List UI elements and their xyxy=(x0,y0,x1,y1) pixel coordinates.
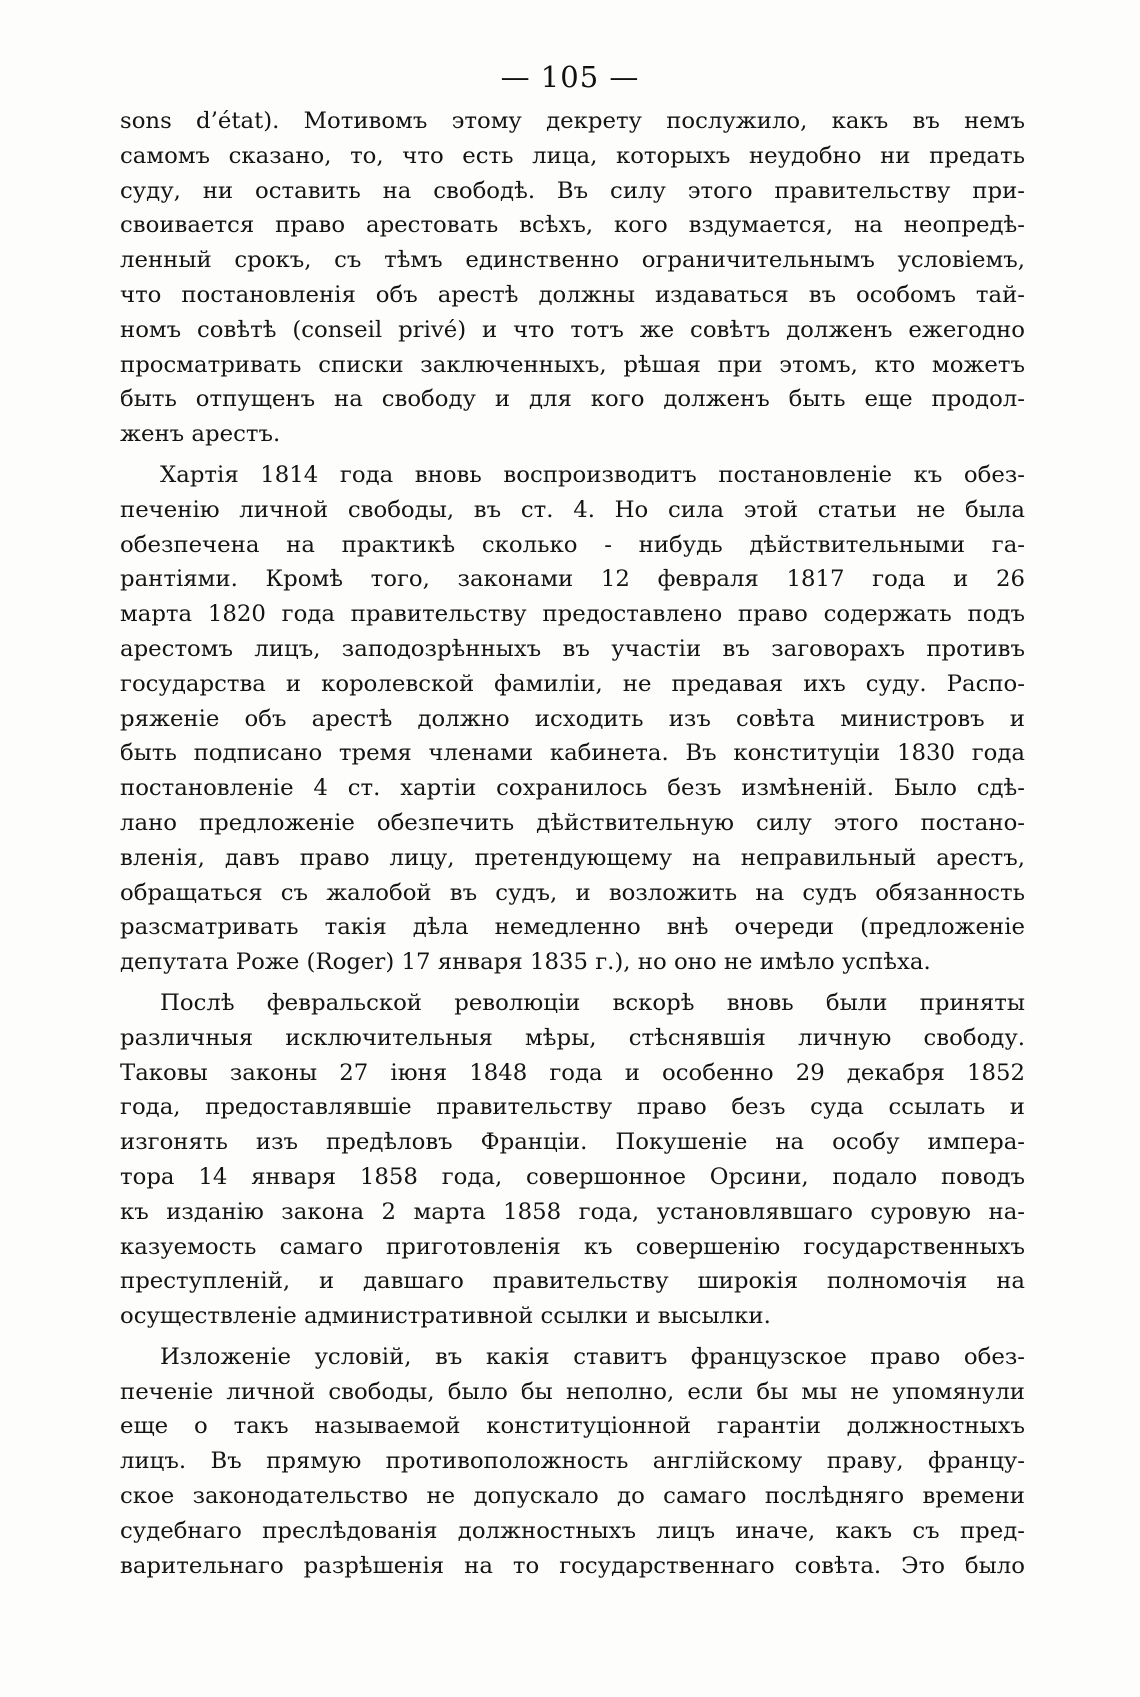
text-line: еще о такъ называемой конституціонной гарантіи должностныхъ xyxy=(120,1413,1025,1440)
text-line: осуществленіе административной ссылки и высылки. xyxy=(120,1303,771,1330)
page-number: — 105 — xyxy=(500,60,640,94)
text-line: sons d’état). Мотивомъ этому декрету послужило, какъ въ немъ xyxy=(120,108,1025,134)
text-line: обезпечена на практикѣ сколько - нибудь дѣйствительными га- xyxy=(120,531,1025,558)
text-line: постановленіе 4 ст. хартіи сохранилось безъ измѣненій. Было сдѣ- xyxy=(120,775,1025,802)
text-line: различныя исключительныя мѣры, стѣснявшія личную свободу. xyxy=(120,1024,1025,1051)
text-line: изгонять изъ предѣловъ Франціи. Покушеніе на особу импера- xyxy=(120,1129,1025,1156)
text-line: рантіями. Кромѣ того, законами 12 февраля 1817 года и 26 xyxy=(120,566,1025,593)
body-text xyxy=(120,104,1025,1589)
paragraph-1 xyxy=(120,104,1025,452)
text-line: быть подписано тремя членами кабинета. Въ конституціи 1830 года xyxy=(120,740,1025,767)
text-line: судебнаго преслѣдованія должностныхъ лицъ иначе, какъ съ пред- xyxy=(120,1517,1025,1544)
paragraph-4 xyxy=(120,1340,1025,1584)
text-line: года, предоставлявшіе правительству право безъ суда ссылать и xyxy=(120,1094,1025,1121)
text-line: печенію личной свободы, въ ст. 4. Но сила этой статьи не была xyxy=(120,496,1025,523)
text-line: марта 1820 года правительству предоставлено право содержать подъ xyxy=(120,601,1025,628)
text-line: обращаться съ жалобой въ судъ, и возложить на судъ обязанность xyxy=(120,879,1025,906)
paragraph-3 xyxy=(120,986,1025,1334)
text-line: арестомъ лицъ, заподозрѣнныхъ въ участіи въ заговорахъ противъ xyxy=(120,635,1025,662)
text-line: просматривать списки заключенныхъ, рѣшая при этомъ, кто можетъ xyxy=(120,351,1025,378)
text-line: Послѣ февральской революціи вскорѣ вновь были приняты xyxy=(160,989,1025,1016)
text-line: женъ арестъ. xyxy=(120,421,281,448)
text-line: суду, ни оставить на свободѣ. Въ силу этого правительству при- xyxy=(120,177,1025,204)
text-line: ряженіе объ арестѣ должно исходить изъ совѣта министровъ и xyxy=(120,705,1025,732)
text-line: печеніе личной свободы, было бы неполно, если бы мы не упомянули xyxy=(120,1378,1025,1405)
text-line: своивается право арестовать всѣхъ, кого вздумается, на неопредѣ- xyxy=(120,212,1025,239)
text-line: лицъ. Въ прямую противоположность англійскому праву, францу- xyxy=(120,1448,1025,1475)
text-line: разсматривать такія дѣла немедленно внѣ очереди (предложеніе xyxy=(120,914,1025,941)
text-line: лано предложеніе обезпечить дѣйствительную силу этого постано- xyxy=(120,809,1025,836)
text-line: тора 14 января 1858 года, совершонное Орсини, подало поводъ xyxy=(120,1163,1025,1190)
paragraph-2 xyxy=(120,458,1025,980)
text-line: ское законодательство не допускало до самаго послѣдняго времени xyxy=(120,1483,1025,1510)
text-line: ленный срокъ, съ тѣмъ единственно ограничительнымъ условіемъ, xyxy=(120,247,1025,274)
text-line: вленія, давъ право лицу, претендующему на неправильный арестъ, xyxy=(120,844,1025,871)
text-line: Изложеніе условій, въ какія ставитъ французское право обез- xyxy=(160,1343,1025,1370)
text-line: депутата Роже (Roger) 17 января 1835 г.), но оно не имѣло успѣха. xyxy=(120,949,931,976)
text-line: къ изданію закона 2 марта 1858 года, установлявшаго суровую на- xyxy=(120,1198,1025,1225)
text-line: быть отпущенъ на свободу и для кого долженъ быть еще продол- xyxy=(120,386,1025,413)
text-line: что постановленія объ арестѣ должны издаваться въ особомъ тай- xyxy=(120,281,1025,308)
text-line: преступленій, и давшаго правительству широкія полномочія на xyxy=(120,1268,1025,1295)
text-line: казуемость самаго приготовленія къ совершенію государственныхъ xyxy=(120,1233,1025,1260)
text-line: номъ совѣтѣ (conseil privé) и что тотъ же совѣтъ долженъ ежегодно xyxy=(120,316,1025,343)
text-line: Хартія 1814 года вновь воспроизводитъ постановленіе къ обез- xyxy=(160,461,1025,488)
text-line: государства и королевской фамиліи, не предавая ихъ суду. Распо- xyxy=(120,670,1025,697)
text-line: варительнаго разрѣшенія на то государственнаго совѣта. Это было xyxy=(120,1552,1025,1579)
text-line: самомъ сказано, то, что есть лица, которыхъ неудобно ни предать xyxy=(120,142,1025,169)
text-line: Таковы законы 27 іюня 1848 года и особенно 29 декабря 1852 xyxy=(120,1059,1025,1086)
